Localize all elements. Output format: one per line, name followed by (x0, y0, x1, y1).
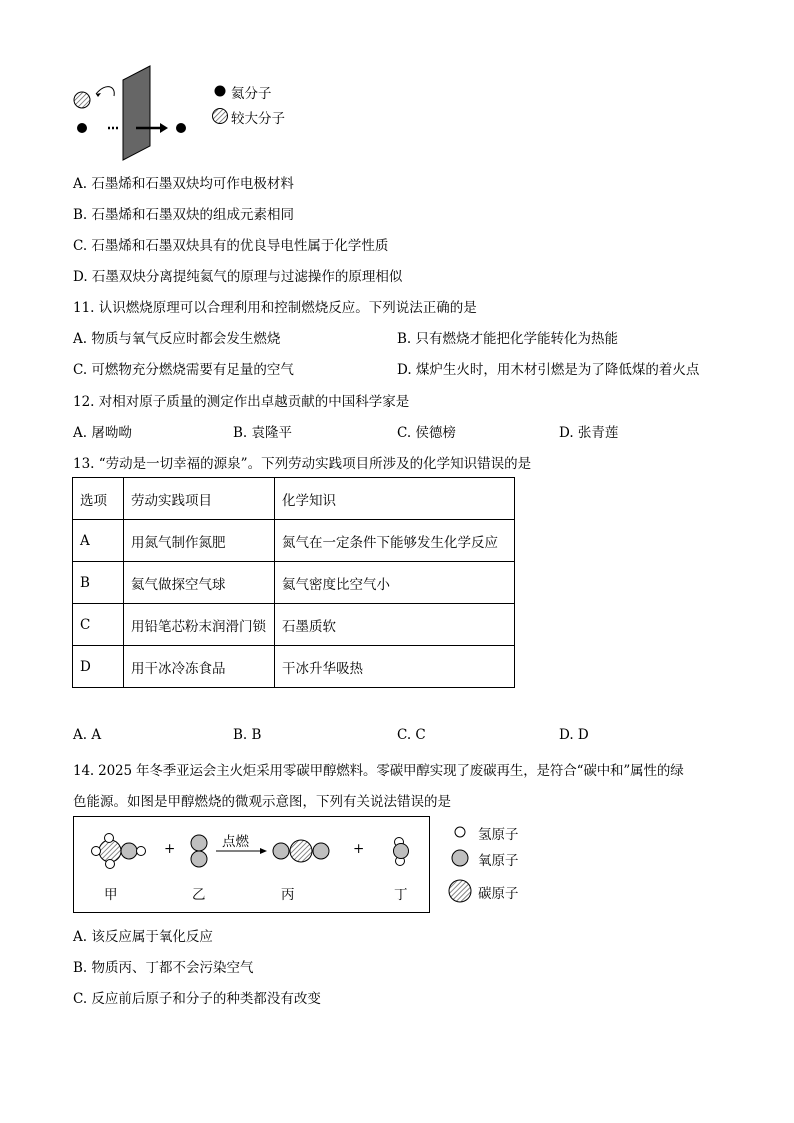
q13-option-c: C. C (397, 727, 426, 743)
table-cell: C (73, 604, 124, 646)
q11-option-c: C. 可燃物充分燃烧需要有足量的空气 (73, 362, 294, 378)
q10-option-d: D. 石墨双炔分离提纯氦气的原理与过滤操作的原理相似 (73, 269, 403, 285)
table-row (73, 646, 515, 688)
q13-option-a: A. A (73, 727, 102, 743)
table-row (73, 604, 515, 646)
table-row (73, 562, 515, 604)
reaction-diagram (73, 816, 430, 913)
q14-stem-line2: 色能源。如图是甲醇燃烧的微观示意图，下列有关说法错误的是 (73, 794, 451, 810)
atom-legend-icons (448, 820, 474, 910)
helium-molecule (77, 123, 87, 133)
label-jia: 甲 (104, 887, 118, 903)
plus-sign: + (353, 841, 365, 857)
legend-hydrogen: 氢原子 (478, 827, 519, 843)
label-yi: 乙 (192, 887, 206, 903)
membrane-legend-icons (210, 82, 230, 128)
hydrogen-atom-icon (455, 827, 465, 837)
table-cell: 用氮气制作氮肥 (124, 520, 275, 562)
table-row (73, 520, 515, 562)
q14-stem-line1: 14. 2025 年冬季亚运会主火炬采用零碳甲醇燃料。零碳甲醇实现了废碳再生，是符合“碳中和”属性的绿 (73, 763, 684, 779)
table-cell: 氮气在一定条件下能够发生化学反应 (275, 520, 515, 562)
q10-option-b: B. 石墨烯和石墨双炔的组成元素相同 (73, 207, 295, 223)
helium-molecule (176, 123, 186, 133)
membrane-diagram (68, 62, 208, 162)
oxygen-molecule (191, 835, 207, 867)
q11-option-b: B. 只有燃烧才能把化学能转化为热能 (397, 331, 619, 347)
q12-option-a: A. 屠呦呦 (73, 425, 132, 441)
table-cell: 氦气做探空气球 (124, 562, 275, 604)
q12-option-d: D. 张青莲 (559, 425, 619, 441)
plus-sign: + (164, 841, 176, 857)
table-cell: 石墨质软 (275, 604, 515, 646)
table-header: 化学知识 (275, 478, 515, 520)
q12-option-c: C. 侯德榜 (397, 425, 456, 441)
table-cell: 用干冰冷冻食品 (124, 646, 275, 688)
q11-option-a: A. 物质与氧气反应时都会发生燃烧 (73, 331, 281, 347)
graphdiyne-membrane (123, 66, 150, 160)
q14-option-c: C. 反应前后原子和分子的种类都没有改变 (73, 991, 321, 1007)
large-molecule-legend-icon (213, 109, 228, 124)
legend-label-helium: 氦分子 (231, 86, 272, 102)
q13-table (72, 477, 515, 688)
table-cell: 氦气密度比空气小 (275, 562, 515, 604)
table-cell: B (73, 562, 124, 604)
methanol-molecule (92, 834, 146, 869)
q13-stem: 13. “劳动是一切幸福的源泉”。下列劳动实践项目所涉及的化学知识错误的是 (73, 456, 532, 472)
q14-option-a: A. 该反应属于氧化反应 (73, 929, 213, 945)
q10-option-a: A. 石墨烯和石墨双炔均可作电极材料 (73, 176, 294, 192)
q13-option-d: D. D (559, 727, 589, 743)
table-cell: A (73, 520, 124, 562)
q11-stem: 11. 认识燃烧原理可以合理利用和控制燃烧反应。下列说法正确的是 (73, 300, 477, 316)
table-header-row (73, 478, 515, 520)
q10-option-c: C. 石墨烯和石墨双炔具有的优良导电性属于化学性质 (73, 238, 389, 254)
legend-carbon: 碳原子 (478, 886, 519, 902)
legend-oxygen: 氧原子 (478, 853, 519, 869)
table-cell: 用铅笔芯粉末润滑门锁 (124, 604, 275, 646)
q12-stem: 12. 对相对原子质量的测定作出卓越贡献的中国科学家是 (73, 394, 410, 410)
carbon-atom-icon (449, 880, 471, 902)
q13-option-b: B. B (233, 727, 262, 743)
label-ding: 丁 (394, 887, 408, 903)
legend-label-large: 较大分子 (231, 111, 285, 127)
q12-option-b: B. 袁隆平 (233, 425, 293, 441)
table-cell: 干冰升华吸热 (275, 646, 515, 688)
carbon-dioxide-molecule (273, 840, 329, 862)
reaction-molecules (74, 817, 428, 911)
table-header: 选项 (73, 478, 124, 520)
arrow-label: 点燃 (222, 834, 249, 850)
water-molecule (394, 838, 409, 866)
label-bing: 丙 (281, 887, 295, 903)
table-header: 劳动实践项目 (124, 478, 275, 520)
q11-option-d: D. 煤炉生火时，用木材引燃是为了降低煤的着火点 (397, 362, 700, 378)
q14-option-b: B. 物质丙、丁都不会污染空气 (73, 960, 254, 976)
oxygen-atom-icon (452, 850, 468, 866)
large-molecule (74, 92, 90, 108)
table-cell: D (73, 646, 124, 688)
helium-legend-icon (215, 86, 226, 97)
